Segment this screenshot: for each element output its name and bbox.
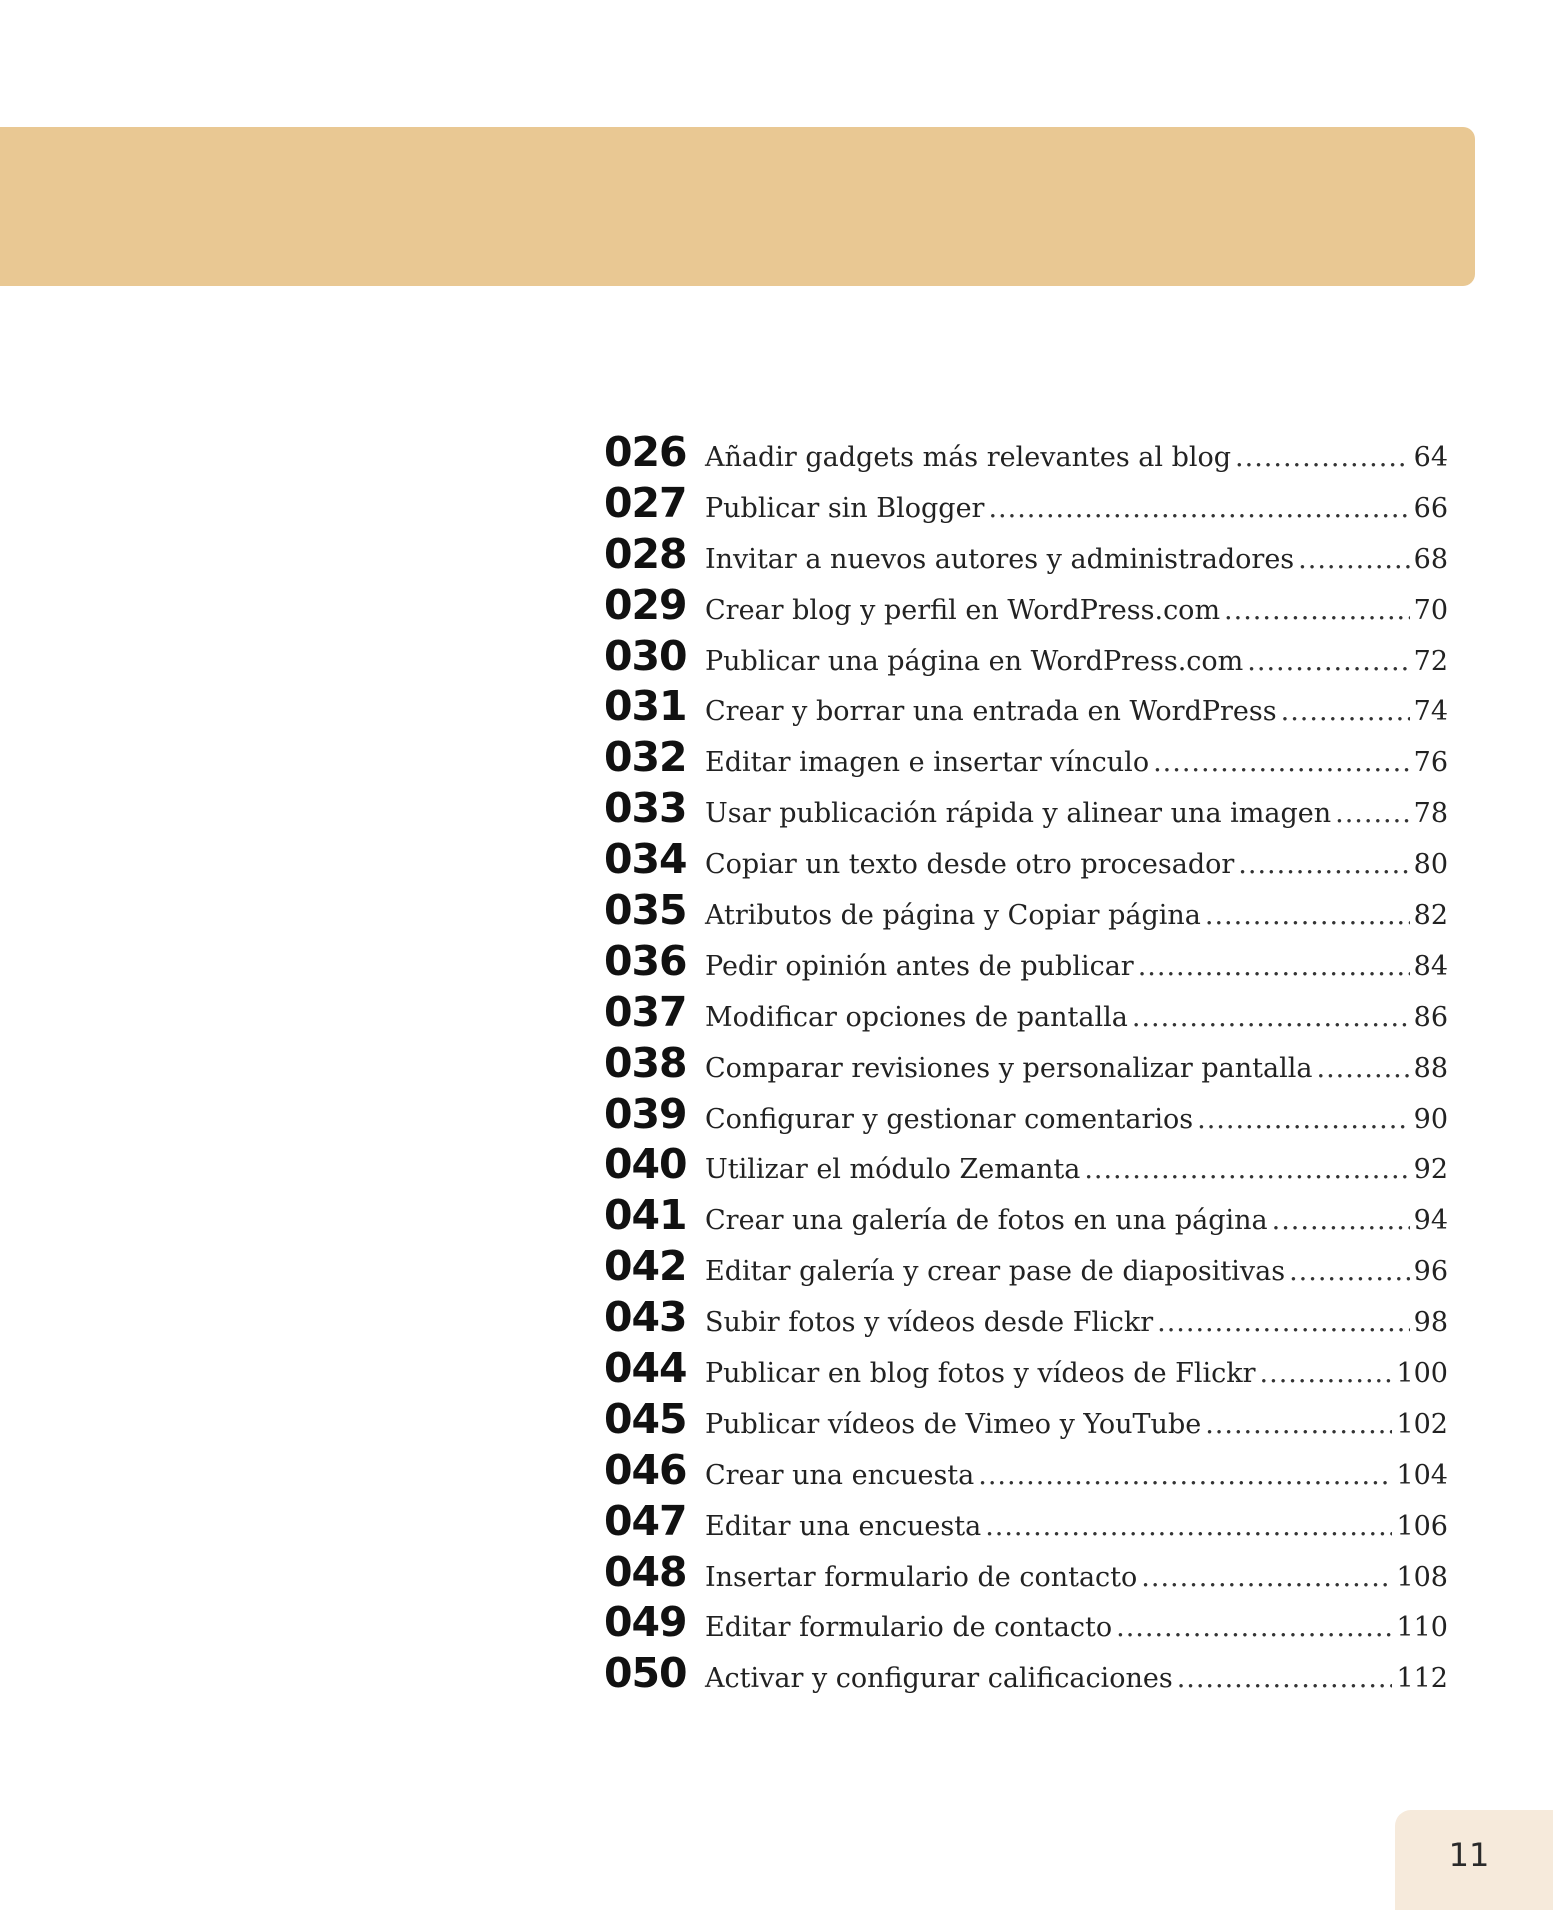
toc-entry: [604, 1242, 1448, 1293]
toc-dot-leader: [1224, 595, 1410, 626]
toc-dot-leader: [1317, 1053, 1410, 1084]
toc-dot-leader: [1281, 696, 1410, 727]
toc-entry-title: Publicar vídeos de Vimeo y YouTube: [705, 1408, 1202, 1440]
toc-dot-leader: [1298, 544, 1409, 575]
toc-dot-leader: [1289, 1256, 1410, 1287]
toc-entry-page: 106: [1396, 1510, 1448, 1542]
toc-dot-leader: [1177, 1663, 1393, 1694]
toc-entry: [604, 937, 1448, 988]
page-number: 11: [1448, 1836, 1490, 1874]
toc-entry-title: Crear una encuesta: [705, 1459, 975, 1491]
toc-entry-page: 82: [1413, 900, 1448, 932]
toc-entry: [604, 1344, 1448, 1395]
toc-entry-title: Editar una encuesta: [705, 1510, 982, 1542]
toc-entry-number: 027: [604, 478, 687, 527]
toc-entry: [604, 835, 1448, 886]
toc-dot-leader: [1157, 1307, 1410, 1338]
toc-entry-page: 88: [1413, 1052, 1448, 1084]
toc-entry-page: 102: [1396, 1408, 1448, 1440]
toc-entry-number: 037: [604, 987, 687, 1036]
toc-dot-leader: [1205, 1409, 1392, 1440]
toc-entry: [604, 479, 1448, 530]
toc-entry-number: 026: [604, 428, 687, 476]
toc-dot-leader: [1197, 1104, 1410, 1135]
toc-entry-title: Crear y borrar una entrada en WordPress: [705, 696, 1277, 728]
toc-entry-page: 94: [1413, 1205, 1448, 1237]
toc-entry-number: 048: [604, 1547, 687, 1596]
toc-entry-page: 86: [1413, 1001, 1448, 1033]
toc-entry-page: 68: [1413, 543, 1448, 575]
toc-entry: [604, 428, 1448, 479]
toc-dot-leader: [1116, 1612, 1392, 1643]
toc-entry-title: Editar galería y crear pase de diapositivas: [705, 1256, 1286, 1288]
toc-entry-number: 041: [604, 1191, 687, 1240]
toc-entry-title: Activar y configurar calificaciones: [705, 1663, 1173, 1695]
toc-entry: [604, 1191, 1448, 1242]
toc-entry-number: 033: [604, 784, 687, 833]
toc-entry: [604, 1090, 1448, 1141]
toc-entry-page: 78: [1413, 798, 1448, 830]
toc-dot-leader: [1084, 1154, 1409, 1185]
toc-dot-leader: [1132, 1002, 1410, 1033]
toc-entry-number: 038: [604, 1038, 687, 1087]
toc-entry-title: Editar formulario de contacto: [705, 1612, 1113, 1644]
toc-dot-leader: [1335, 798, 1410, 829]
header-band: [0, 127, 1475, 286]
toc-dot-leader: [1235, 442, 1410, 473]
toc-entry-number: 040: [604, 1140, 687, 1189]
toc-dot-leader: [1247, 646, 1409, 677]
toc-entry-title: Copiar un texto desde otro procesador: [705, 849, 1235, 881]
toc-entry: [604, 682, 1448, 733]
toc-entry-title: Publicar sin Blogger: [705, 492, 985, 524]
toc-entry: [604, 1446, 1448, 1497]
toc-entry-title: Crear blog y perfil en WordPress.com: [705, 594, 1221, 626]
toc-entry-page: 108: [1396, 1561, 1448, 1593]
toc-entry-page: 64: [1413, 442, 1448, 473]
toc-dot-leader: [1238, 849, 1409, 880]
toc-entry-title: Atributos de página y Copiar página: [705, 900, 1201, 932]
toc-entry-title: Invitar a nuevos autores y administradores: [705, 543, 1295, 575]
toc-entry: [604, 581, 1448, 632]
toc-entry-page: 80: [1413, 849, 1448, 881]
toc-entry-page: 90: [1413, 1103, 1448, 1135]
toc-entry-page: 92: [1413, 1154, 1448, 1186]
toc-entry-title: Crear una galería de fotos en una página: [705, 1205, 1268, 1237]
toc-dot-leader: [1153, 747, 1410, 778]
toc-entry: [604, 784, 1448, 835]
toc-dot-leader: [985, 1511, 1392, 1542]
toc-dot-leader: [1141, 1562, 1392, 1593]
toc-entry: [604, 530, 1448, 581]
toc-entry-number: 029: [604, 580, 687, 629]
toc-entry-number: 050: [604, 1649, 687, 1698]
toc-entry: [604, 1039, 1448, 1090]
toc-dot-leader: [1138, 951, 1410, 982]
toc-entry-number: 036: [604, 936, 687, 985]
toc-entry-number: 039: [604, 1089, 687, 1138]
toc-entry-title: Configurar y gestionar comentarios: [705, 1103, 1194, 1135]
toc-entry-number: 035: [604, 886, 687, 935]
toc-entry-page: 100: [1396, 1358, 1448, 1390]
toc-entry-title: Comparar revisiones y personalizar pantalla: [705, 1052, 1313, 1084]
toc-entry: [604, 1548, 1448, 1599]
toc-entry-page: 70: [1413, 594, 1448, 626]
toc-dot-leader: [988, 493, 1409, 524]
toc-entry-number: 044: [604, 1344, 687, 1393]
toc-entry-number: 049: [604, 1598, 687, 1647]
toc-entry-page: 112: [1396, 1663, 1448, 1695]
toc-entry-page: 76: [1413, 747, 1448, 779]
toc-entry: [604, 886, 1448, 937]
toc-entry-number: 034: [604, 835, 687, 884]
toc-entry-page: 104: [1396, 1459, 1448, 1491]
toc-entry-title: Publicar una página en WordPress.com: [705, 645, 1244, 677]
toc-entry-title: Utilizar el módulo Zemanta: [705, 1154, 1081, 1186]
toc-dot-leader: [1272, 1205, 1410, 1236]
toc-dot-leader: [1205, 900, 1410, 931]
toc-entry: [604, 1598, 1448, 1649]
toc-dot-leader: [978, 1460, 1392, 1491]
toc-entry-number: 031: [604, 682, 687, 731]
toc-entry-number: 030: [604, 631, 687, 680]
toc-entry: [604, 733, 1448, 784]
toc-entry: [604, 1140, 1448, 1191]
toc-entry-title: Publicar en blog fotos y vídeos de Flickr: [705, 1358, 1256, 1390]
toc-entry-number: 042: [604, 1242, 687, 1291]
toc-entry-title: Añadir gadgets más relevantes al blog: [705, 442, 1232, 473]
toc-entry-number: 032: [604, 733, 687, 782]
toc-entry-number: 045: [604, 1394, 687, 1443]
table-of-contents: [604, 428, 1448, 1700]
page-number-tab: [1395, 1810, 1553, 1910]
toc-entry: [604, 1293, 1448, 1344]
toc-entry-title: Pedir opinión antes de publicar: [705, 950, 1134, 982]
toc-entry-page: 98: [1413, 1307, 1448, 1339]
toc-dot-leader: [1260, 1358, 1393, 1389]
toc-entry-title: Modificar opciones de pantalla: [705, 1001, 1128, 1033]
toc-entry-number: 043: [604, 1293, 687, 1342]
toc-entry-page: 72: [1413, 645, 1448, 677]
toc-entry-page: 110: [1396, 1612, 1448, 1644]
toc-entry-page: 96: [1413, 1256, 1448, 1288]
toc-entry-page: 66: [1413, 492, 1448, 524]
toc-entry-page: 84: [1413, 950, 1448, 982]
toc-entry: [604, 1395, 1448, 1446]
toc-entry: [604, 1649, 1448, 1700]
toc-entry: [604, 1497, 1448, 1548]
toc-entry-title: Subir fotos y vídeos desde Flickr: [705, 1307, 1154, 1339]
toc-entry-number: 046: [604, 1445, 687, 1494]
toc-entry-number: 028: [604, 529, 687, 578]
toc-entry-page: 74: [1413, 696, 1448, 728]
toc-entry: [604, 632, 1448, 683]
toc-entry-title: Insertar formulario de contacto: [705, 1561, 1138, 1593]
toc-entry: [604, 988, 1448, 1039]
toc-entry-title: Usar publicación rápida y alinear una imagen: [705, 798, 1332, 830]
toc-entry-number: 047: [604, 1496, 687, 1545]
toc-entry-title: Editar imagen e insertar vínculo: [705, 747, 1150, 779]
